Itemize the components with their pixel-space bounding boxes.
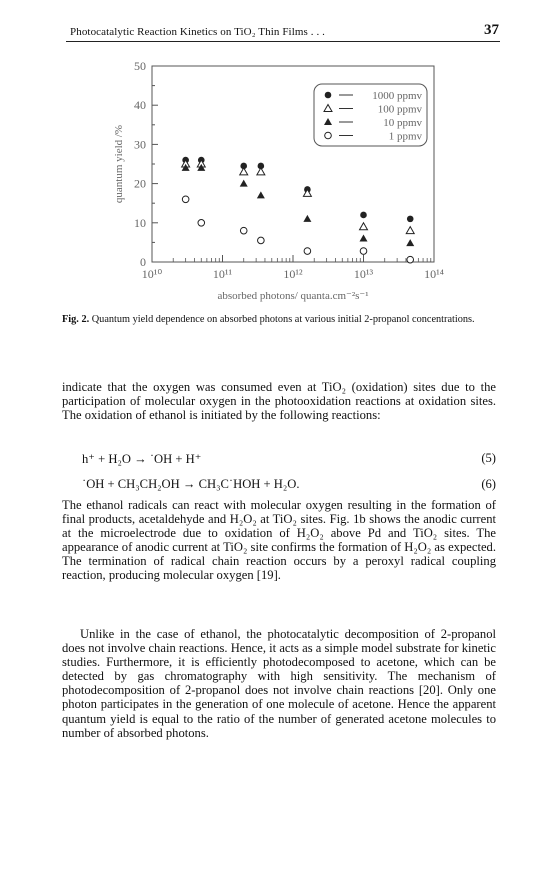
data-point-series-1 [407,216,414,223]
paragraph-2: The ethanol radicals can react with molecular oxygen resulting in the formation of final products, acetaldehyde and H₂O₂ at TiO₂ sites. Fig. 1b shows the anodic current at the microelectrode due to oxidation of H₂O₂ above Pd and TiO₂ sites. The appearance of anodic current at TiO₂ site confirms the formation of H₂O₂ as expected. The termination of radical chain reaction occurs by a peroxyl radical coupling reaction, producing molecular oxygen [19]. [62,498,496,583]
x-tick-label: 10¹³ [353,267,374,281]
legend-label: 1 ppmv [388,130,422,143]
legend-label: 10 ppmv [383,117,422,129]
x-tick-label: 10¹¹ [212,267,233,281]
data-point-series-2 [257,168,265,175]
data-point-series-2 [406,227,414,234]
y-tick-label: 20 [134,176,146,191]
data-point-series-3 [257,191,265,198]
y-tick-label: 0 [140,255,146,269]
equation-6 [82,477,496,492]
x-tick-label: 10¹⁴ [424,267,444,281]
legend-marker [325,92,332,99]
data-point-series-2 [360,223,368,230]
y-tick-label: 40 [134,98,146,113]
data-point-series-3 [303,215,311,222]
paragraph-3: Unlike in the case of ethanol, the photocatalytic decomposition of 2-propanol does not involve chain reactions. Hence, it acts as a simple model substrate for kinetic studies. Furthermore, it is efficiently photodecomposed to acetone, which can be detected by gas chromatography with high sensitivity. The mechanism of photodecomposition of 2-propanol does not involve chain reactions [20]. Only one photon participates in the generation of one molecule of acetone. Hence the apparent quantum yield is equal to the ratio of the number of generated acetone molecules to number of absorbed photons. [62,627,496,740]
x-tick-label: 10¹⁰ [141,267,163,281]
legend-label: 1000 ppmv [372,90,422,102]
figure-caption [62,314,496,326]
equation-5-text: h⁺ + H₂O → ˙OH + H⁺ [82,452,202,466]
data-point-series-4 [198,220,205,227]
data-point-series-3 [360,234,368,241]
data-point-series-4 [240,227,247,234]
data-point-series-4 [258,237,265,244]
running-head: Photocatalytic Reaction Kinetics on TiO₂ Thin Films . . . [70,26,325,38]
paragraph-1: indicate that the oxygen was consumed even at TiO₂ (oxidation) sites due to the participation of molecular oxygen in the photooxidation reactions at oxidation sites. The oxidation of ethanol is initiated by the following reactions: [62,380,496,423]
x-axis-label: absorbed photons/ quanta.cm⁻²s⁻¹ [217,290,369,302]
quantum-yield-chart [0,0,559,312]
y-tick-label: 50 [134,59,146,73]
legend-marker [325,132,332,139]
data-point-series-4 [360,248,367,255]
equation-6-text: ˙OH + CH₃CH₂OH → CH₃C˙HOH + H₂O. [82,477,300,491]
data-point-series-4 [407,256,414,263]
caption-label: Fig. 2. [62,314,90,325]
data-point-series-1 [360,212,367,219]
y-tick-label: 10 [134,215,146,230]
data-point-series-4 [182,196,189,203]
data-point-series-3 [240,180,248,187]
page-number: 37 [484,22,499,38]
equation-5-number: (5) [481,451,496,465]
legend-label: 100 ppmv [377,103,422,116]
y-axis-label: quantum yield /% [113,124,125,204]
x-tick-label: 10¹² [283,267,303,281]
equation-5 [82,451,496,467]
data-point-series-2 [240,168,248,175]
equation-6-number: (6) [481,477,496,491]
data-point-series-3 [406,239,414,246]
data-point-series-4 [304,248,311,255]
caption-text: Quantum yield dependence on absorbed photons at various initial 2-propanol concentrations. [91,314,475,325]
y-tick-label: 30 [134,137,146,152]
